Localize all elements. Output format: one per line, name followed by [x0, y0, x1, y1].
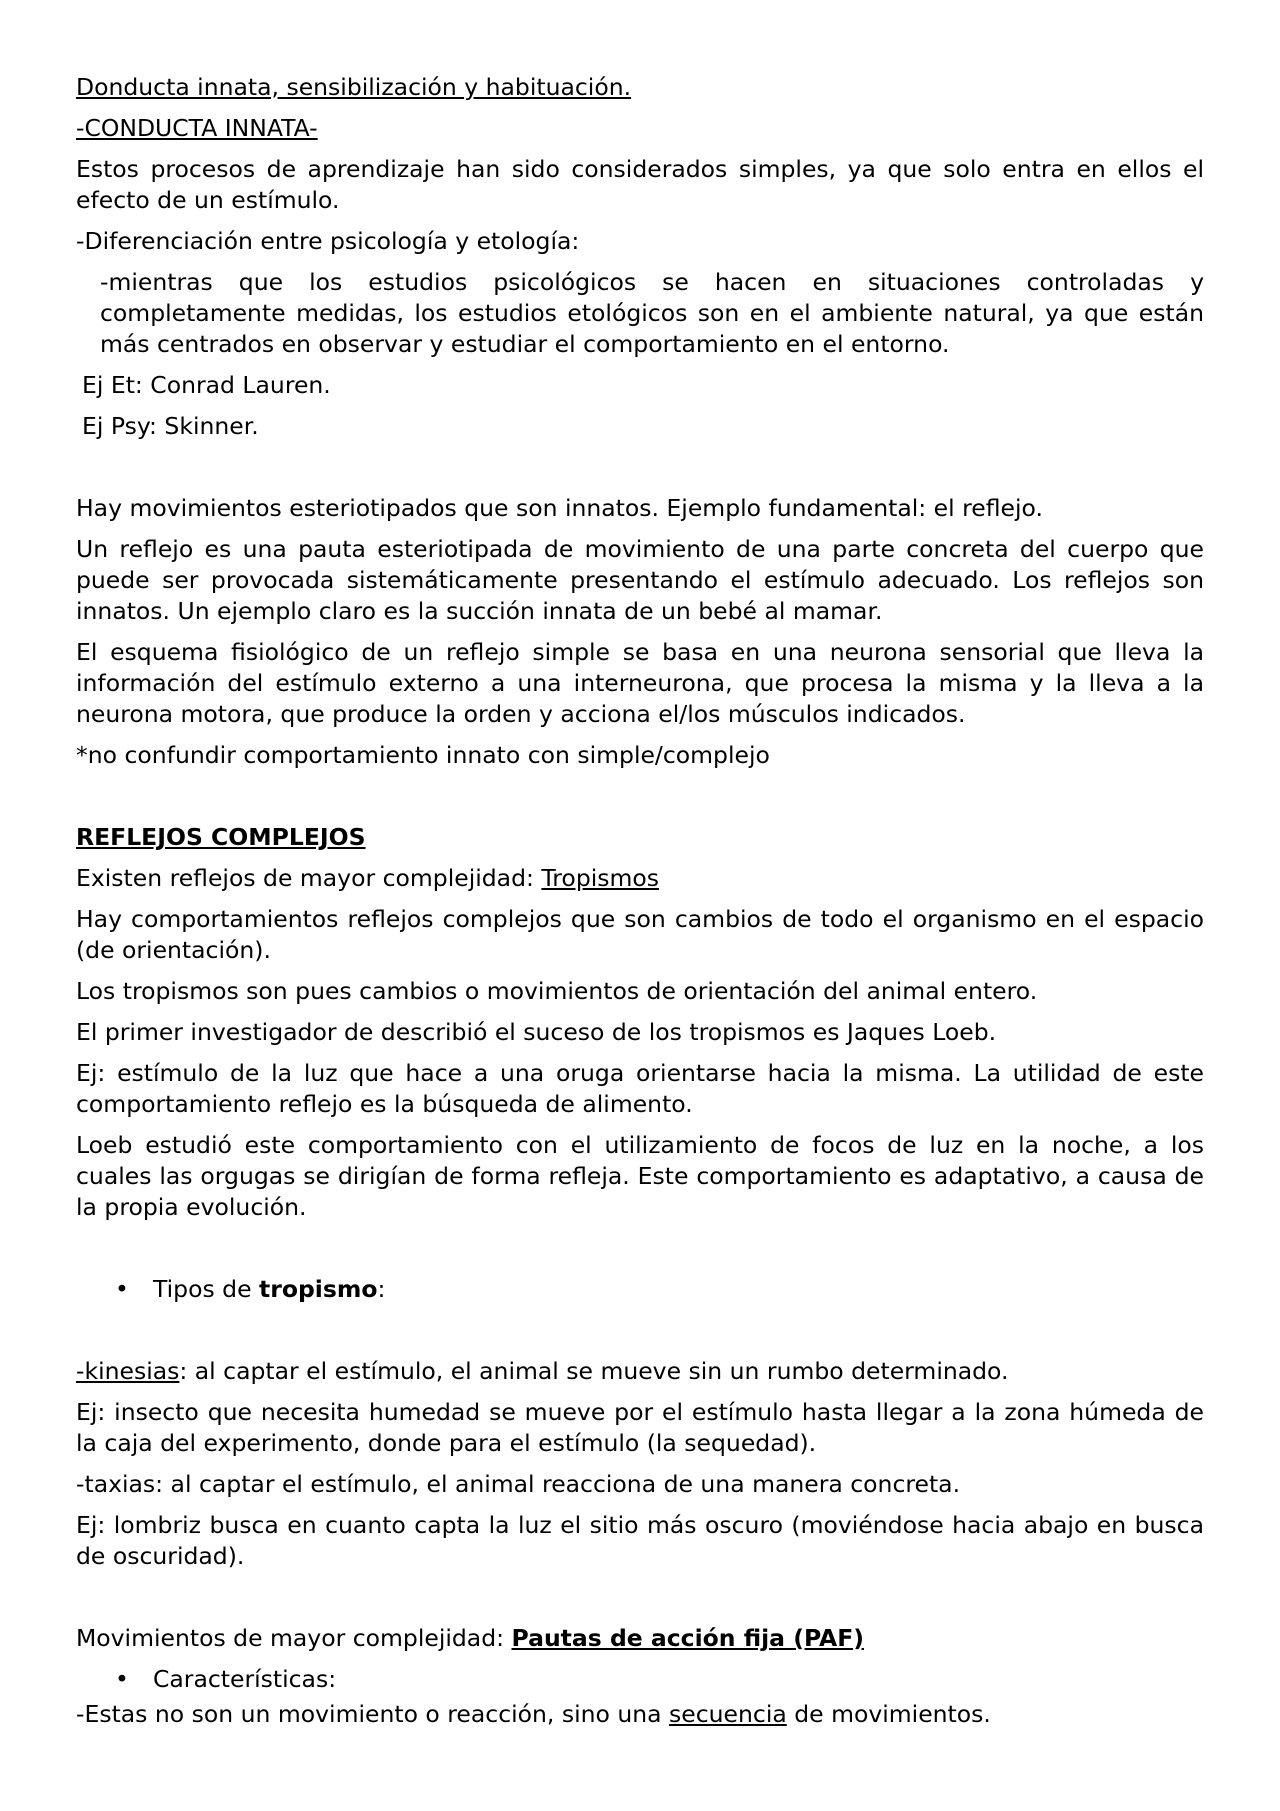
blank-line [76, 1582, 1204, 1613]
paragraph: -Diferenciación entre psicología y etología: [76, 227, 580, 255]
bullet-item [76, 1274, 1204, 1305]
paragraph [76, 1623, 1204, 1654]
blank-line [76, 1233, 1204, 1264]
bullet-text: Características: [153, 1665, 337, 1693]
paragraph-text: Existen reflejos de mayor complejidad: [76, 864, 542, 892]
blank-line [76, 452, 1204, 483]
document-title [76, 72, 1204, 103]
paragraph [76, 863, 1204, 894]
paragraph: -mientras que los estudios psicológicos se hacen en situaciones controladas y completamente medidas, los estudios etológicos son en el ambiente natural, ya que están más centrados en observar y estudiar el comportamiento en el entorno. [100, 268, 1204, 358]
paragraph [76, 1699, 1204, 1730]
paragraph: Ej: lombriz busca en cuanto capta la luz el sitio más oscuro (moviéndose hacia abajo en busca de oscuridad). [76, 1511, 1204, 1570]
paragraph: -taxias: al captar el estímulo, el animal reacciona de una manera concreta. [76, 1470, 961, 1498]
bullet-icon: • [115, 1275, 129, 1303]
document-title-text: Donducta innata, sensibilización y habituación. [76, 73, 632, 101]
paragraph [76, 1356, 1204, 1387]
paragraph: El primer investigador de describió el suceso de los tropismos es Jaques Loeb. [76, 1018, 997, 1046]
bold-underlined-term: Pautas de acción fija (PAF) [511, 1624, 865, 1652]
bullet-text: Tipos de [153, 1275, 260, 1303]
paragraph: Loeb estudió este comportamiento con el utilizamiento de focos de luz en la noche, a los cuales las orgugas se dirigían de forma refleja. Este comportamiento es adaptativo, a causa de la propia evolución. [76, 1131, 1204, 1221]
section-heading-reflejos-complejos [76, 822, 1204, 853]
bullet-text: : [377, 1275, 386, 1303]
paragraph-text: : al captar el estímulo, el animal se mueve sin un rumbo determinado. [179, 1357, 1009, 1385]
section-heading-text: -CONDUCTA INNATA- [76, 114, 318, 142]
paragraph: Ej: insecto que necesita humedad se mueve por el estímulo hasta llegar a la zona húmeda de la caja del experimento, donde para el estímulo (la sequedad). [76, 1398, 1204, 1457]
example-line: Ej Psy: Skinner. [82, 412, 259, 440]
example-line: Ej Et: Conrad Lauren. [82, 371, 331, 399]
paragraph: Los tropismos son pues cambios o movimientos de orientación del animal entero. [76, 977, 1038, 1005]
paragraph: Ej: estímulo de la luz que hace a una oruga orientarse hacia la misma. La utilidad de este comportamiento reflejo es la búsqueda de alimento. [76, 1059, 1204, 1118]
paragraph: *no confundir comportamiento innato con simple/complejo [76, 741, 770, 769]
underlined-term: secuencia [669, 1700, 787, 1728]
paragraph-text: -Estas no son un movimiento o reacción, sino una [76, 1700, 670, 1728]
paragraph: Hay movimientos esteriotipados que son innatos. Ejemplo fundamental: el reflejo. [76, 494, 1043, 522]
bold-term: tropismo [259, 1275, 378, 1303]
paragraph-text: Movimientos de mayor complejidad: [76, 1624, 512, 1652]
section-heading-text: REFLEJOS COMPLEJOS [76, 823, 366, 851]
paragraph: Un reflejo es una pauta esteriotipada de movimiento de una parte concreta del cuerpo que puede ser provocada sistemáticamente presentando el estímulo adecuado. Los reflejos son innatos. Un ejemplo claro es la succión innata de un bebé al mamar. [76, 535, 1204, 625]
paragraph: Hay comportamientos reflejos complejos que son cambios de todo el organismo en el espacio (de orientación). [76, 905, 1204, 964]
paragraph: El esquema fisiológico de un reflejo simple se basa en una neurona sensorial que lleva la información del estímulo externo a una interneurona, que procesa la misma y la lleva a la neurona motora, que produce la orden y acciona el/los músculos indicados. [76, 638, 1204, 728]
blank-line [76, 781, 1204, 812]
underlined-term: Tropismos [541, 864, 660, 892]
paragraph-text: de movimientos. [786, 1700, 991, 1728]
document-page [76, 72, 1204, 1740]
bullet-item [76, 1664, 1204, 1695]
underlined-term: -kinesias [76, 1357, 180, 1385]
section-heading-conducta-innata [76, 113, 1204, 144]
bullet-icon: • [115, 1665, 129, 1693]
paragraph: Estos procesos de aprendizaje han sido considerados simples, ya que solo entra en ellos el efecto de un estímulo. [76, 155, 1204, 214]
blank-line [76, 1315, 1204, 1346]
